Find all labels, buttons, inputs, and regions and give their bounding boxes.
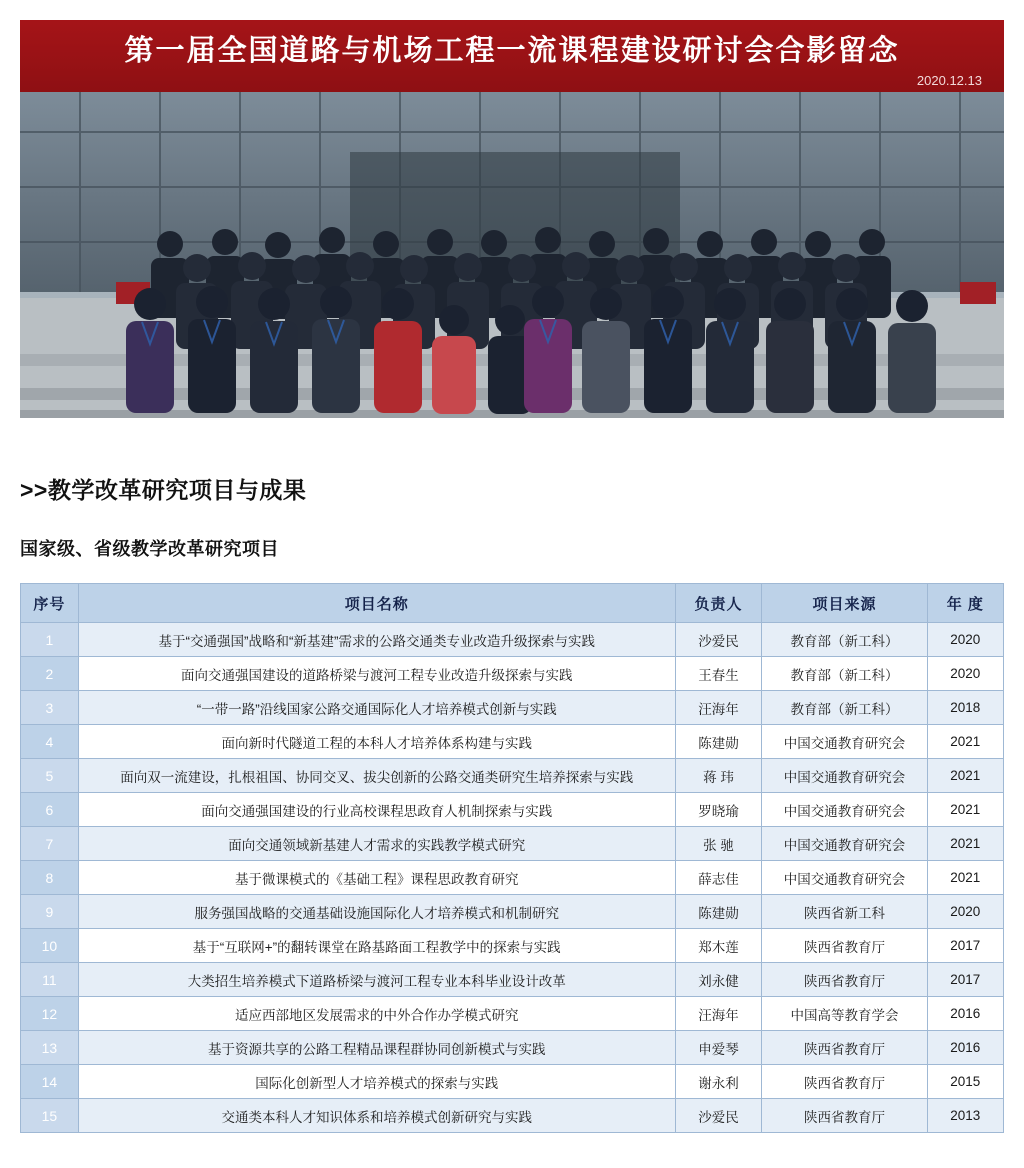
table-row <box>21 725 1004 759</box>
cell-index: 1 <box>21 623 79 657</box>
cell-leader: 薛志佳 <box>675 861 762 895</box>
cell-source: 陕西省教育厅 <box>762 1099 927 1133</box>
cell-project-name: 交通类本科人才知识体系和培养模式创新研究与实践 <box>78 1099 675 1133</box>
table-row <box>21 793 1004 827</box>
cell-project-name: 面向交通领域新基建人才需求的实践教学模式研究 <box>78 827 675 861</box>
cell-leader: 陈建勋 <box>675 725 762 759</box>
cell-year: 2021 <box>927 793 1003 827</box>
projects-table-wrapper <box>20 583 1004 1133</box>
cell-source: 中国交通教育研究会 <box>762 759 927 793</box>
cell-project-name: 适应西部地区发展需求的中外合作办学模式研究 <box>78 997 675 1031</box>
cell-index: 2 <box>21 657 79 691</box>
table-row <box>21 1031 1004 1065</box>
cell-year: 2021 <box>927 759 1003 793</box>
cell-source: 陕西省教育厅 <box>762 963 927 997</box>
cell-source: 中国交通教育研究会 <box>762 725 927 759</box>
cell-source: 中国高等教育学会 <box>762 997 927 1031</box>
cell-year: 2020 <box>927 657 1003 691</box>
cell-source: 中国交通教育研究会 <box>762 827 927 861</box>
cell-leader: 罗晓瑜 <box>675 793 762 827</box>
cell-source: 陕西省教育厅 <box>762 929 927 963</box>
cell-index: 10 <box>21 929 79 963</box>
cell-year: 2020 <box>927 623 1003 657</box>
cell-project-name: 面向交通强国建设的道路桥梁与渡河工程专业改造升级探索与实践 <box>78 657 675 691</box>
banner-date: 2020.12.13 <box>916 73 982 88</box>
cell-leader: 谢永利 <box>675 1065 762 1099</box>
cell-project-name: 国际化创新型人才培养模式的探索与实践 <box>78 1065 675 1099</box>
group-photo-illustration <box>20 92 1004 418</box>
cell-year: 2021 <box>927 725 1003 759</box>
cell-index: 15 <box>21 1099 79 1133</box>
cell-index: 12 <box>21 997 79 1031</box>
cell-leader: 汪海年 <box>675 997 762 1031</box>
cell-source: 教育部（新工科） <box>762 623 927 657</box>
cell-project-name: 大类招生培养模式下道路桥梁与渡河工程专业本科毕业设计改革 <box>78 963 675 997</box>
cell-project-name: 面向新时代隧道工程的本科人才培养体系构建与实践 <box>78 725 675 759</box>
group-photo <box>20 92 1004 418</box>
table-row <box>21 759 1004 793</box>
table-row <box>21 623 1004 657</box>
cell-index: 8 <box>21 861 79 895</box>
cell-index: 7 <box>21 827 79 861</box>
cell-leader: 沙爱民 <box>675 623 762 657</box>
cell-index: 11 <box>21 963 79 997</box>
cell-year: 2021 <box>927 827 1003 861</box>
section-heading: >>教学改革研究项目与成果 <box>20 477 307 503</box>
table-row <box>21 997 1004 1031</box>
cell-project-name: 基于“交通强国”战略和“新基建”需求的公路交通类专业改造升级探索与实践 <box>78 623 675 657</box>
banner-title: 第一届全国道路与机场工程一流课程建设研讨会合影留念 <box>124 33 900 67</box>
cell-year: 2016 <box>927 997 1003 1031</box>
cell-leader: 蒋 玮 <box>675 759 762 793</box>
table-row <box>21 861 1004 895</box>
cell-index: 5 <box>21 759 79 793</box>
cell-year: 2013 <box>927 1099 1003 1133</box>
cell-leader: 张 驰 <box>675 827 762 861</box>
projects-table <box>20 583 1004 1133</box>
cell-project-name: 基于资源共享的公路工程精品课程群协同创新模式与实践 <box>78 1031 675 1065</box>
table-row <box>21 963 1004 997</box>
cell-project-name: 基于“互联网+”的翻转课堂在路基路面工程教学中的探索与实践 <box>78 929 675 963</box>
cell-source: 中国交通教育研究会 <box>762 793 927 827</box>
cell-index: 9 <box>21 895 79 929</box>
table-row <box>21 1099 1004 1133</box>
event-banner <box>20 20 1004 92</box>
cell-project-name: 面向双一流建设，扎根祖国、协同交叉、拔尖创新的公路交通类研究生培养探索与实践 <box>78 759 675 793</box>
cell-project-name: 面向交通强国建设的行业高校课程思政育人机制探索与实践 <box>78 793 675 827</box>
cell-year: 2017 <box>927 929 1003 963</box>
cell-leader: 沙爱民 <box>675 1099 762 1133</box>
cell-source: 陕西省教育厅 <box>762 1031 927 1065</box>
cell-index: 6 <box>21 793 79 827</box>
cell-source: 陕西省新工科 <box>762 895 927 929</box>
table-row <box>21 929 1004 963</box>
cell-project-name: “一带一路”沿线国家公路交通国际化人才培养模式创新与实践 <box>78 691 675 725</box>
cell-year: 2020 <box>927 895 1003 929</box>
cell-source: 教育部（新工科） <box>762 691 927 725</box>
column-header-leader: 负责人 <box>675 584 762 623</box>
cell-project-name: 服务强国战略的交通基础设施国际化人才培养模式和机制研究 <box>78 895 675 929</box>
cell-index: 3 <box>21 691 79 725</box>
cell-source: 陕西省教育厅 <box>762 1065 927 1099</box>
cell-index: 14 <box>21 1065 79 1099</box>
cell-year: 2018 <box>927 691 1003 725</box>
cell-year: 2015 <box>927 1065 1003 1099</box>
cell-source: 教育部（新工科） <box>762 657 927 691</box>
table-row <box>21 691 1004 725</box>
cell-leader: 汪海年 <box>675 691 762 725</box>
cell-leader: 申爱琴 <box>675 1031 762 1065</box>
cell-index: 4 <box>21 725 79 759</box>
cell-leader: 郑木莲 <box>675 929 762 963</box>
cell-leader: 刘永健 <box>675 963 762 997</box>
cell-leader: 王春生 <box>675 657 762 691</box>
table-row <box>21 827 1004 861</box>
table-header-row <box>21 584 1004 623</box>
table-body <box>21 623 1004 1133</box>
cell-year: 2017 <box>927 963 1003 997</box>
cell-leader: 陈建勋 <box>675 895 762 929</box>
table-row <box>21 1065 1004 1099</box>
column-header-project-name: 项目名称 <box>78 584 675 623</box>
column-header-year: 年 度 <box>927 584 1003 623</box>
cell-source: 中国交通教育研究会 <box>762 861 927 895</box>
cell-year: 2016 <box>927 1031 1003 1065</box>
column-header-source: 项目来源 <box>762 584 927 623</box>
table-row <box>21 895 1004 929</box>
cell-project-name: 基于微课模式的《基础工程》课程思政教育研究 <box>78 861 675 895</box>
cell-year: 2021 <box>927 861 1003 895</box>
column-header-index: 序号 <box>21 584 79 623</box>
table-row <box>21 657 1004 691</box>
sub-heading: 国家级、省级教学改革研究项目 <box>20 539 279 559</box>
cell-index: 13 <box>21 1031 79 1065</box>
